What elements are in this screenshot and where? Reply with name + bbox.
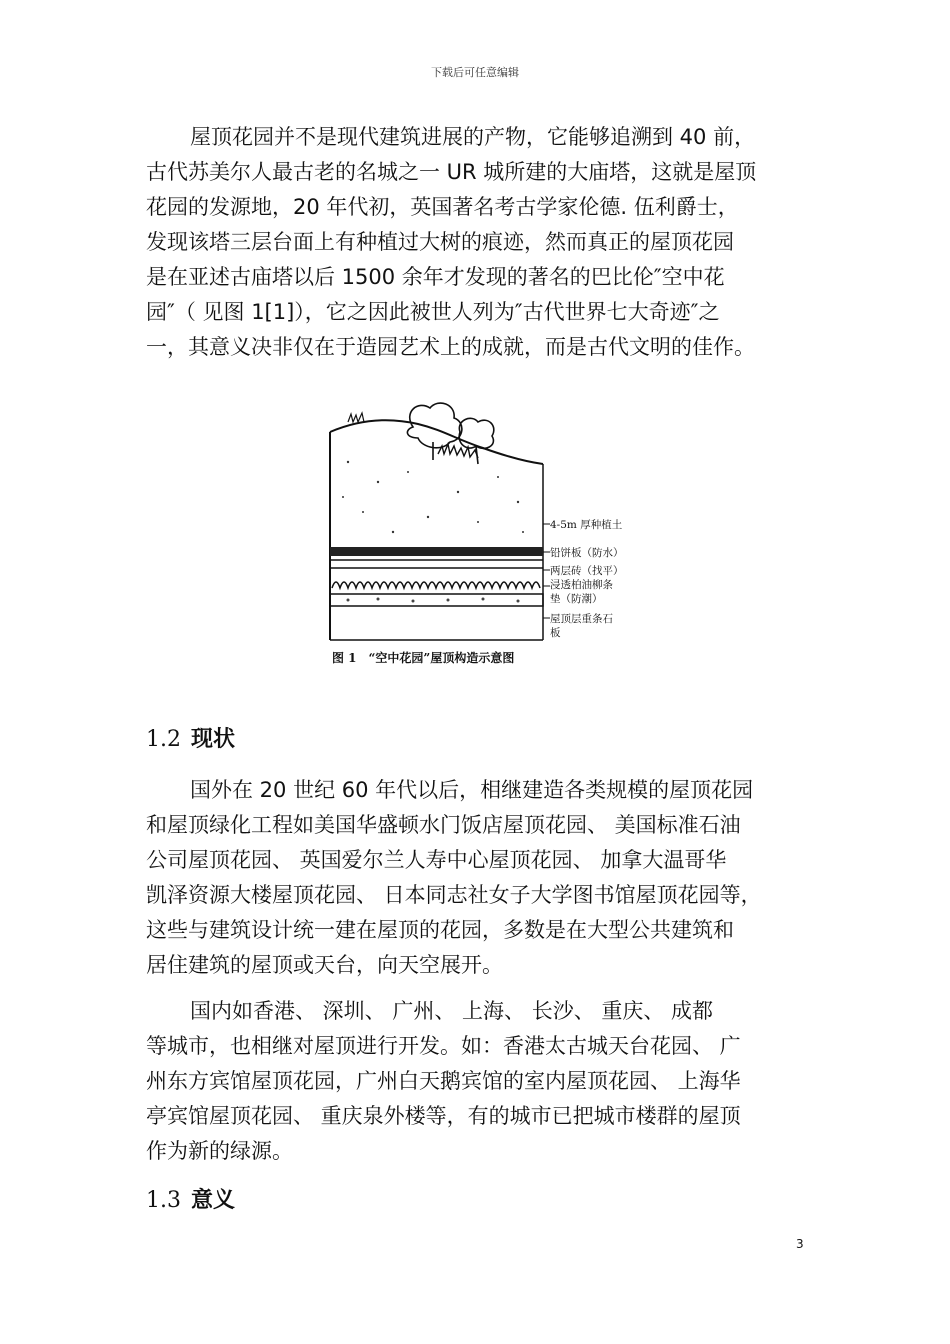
text-line: 是在亚述古庙塔以后 1500 余年才发现的著名的巴比伦″空中花 [146,265,725,289]
text-line: 花园的发源地，20 年代初，英国著名考古学家伦德. 伍利爵士， [146,195,739,219]
text-line: 古代苏美尔人最古老的名城之一 UR 城所建的大庙塔，这就是屋顶 [146,160,757,184]
text-line: 国内如香港、 深圳、 广州、 上海、 长沙、 重庆、 成都 [190,999,714,1023]
section-title: 意义 [191,1188,236,1213]
page-header: 下载后可任意编辑 [431,66,519,79]
label-leaders [543,524,550,618]
text-line: 公司屋顶花园、 英国爱尔兰人寿中心屋顶花园、 加拿大温哥华 [146,848,727,872]
text-line: 一，其意义决非仅在于造园艺术上的成就，而是古代文明的佳作。 [146,335,755,359]
grass [348,413,364,422]
text-line: 州东方宾馆屋顶花园，广州白天鹅宾馆的室内屋顶花园、 上海华 [146,1069,741,1093]
label-brick: 两层砖（找平） [550,565,624,577]
section-number: 1.3 [146,1188,181,1213]
text-line: 这些与建筑设计统一建在屋顶的花园，多数是在大型公共建筑和 [146,918,734,942]
soil-surface [330,420,543,464]
figure-caption: 图 1 “空中花园”屋顶构造示意图 [332,651,515,665]
text-line: 屋顶花园并不是现代建筑进展的产物，它能够追溯到 40 前， [190,125,756,149]
paragraph-history [146,120,818,365]
section-heading-status [146,722,235,753]
soil-texture [342,461,524,533]
paragraph-abroad [146,773,818,983]
label-stone: 屋顶层重条石 [550,613,613,625]
wicker-layer [332,582,540,588]
stone-texture [347,598,520,603]
text-line: 和屋顶绿化工程如美国华盛顿水门饭店屋顶花园、 美国标准石油 [146,813,741,837]
text-line: 亭宾馆屋顶花园、 重庆泉外楼等，有的城市已把城市楼群的屋顶 [146,1104,741,1128]
tree-icon [407,403,493,464]
section-number: 1.2 [146,727,181,752]
label-soil: 4-5m 厚种植土 [550,519,623,531]
text-line: 居住建筑的屋顶或天台，向天空展开。 [146,953,503,977]
text-line: 园″（ 见图 1[1]），它之因此被世人列为″古代世界七大奇迹″之 [146,300,720,324]
label-stone-2: 板 [550,627,561,639]
stone-slab-layer [330,594,543,606]
text-line: 凯泽资源大楼屋顶花园、 日本同志社女子大学图书馆屋顶花园等， [146,883,762,907]
paragraph-domestic [146,994,818,1169]
text-line: 发现该塔三层台面上有种植过大树的痕迹，然而真正的屋顶花园 [146,230,734,254]
label-wicker-2: 垫（防潮） [550,593,603,605]
label-wicker: 浸透柏油柳条 [550,579,613,591]
text-line: 国外在 20 世纪 60 年代以后，相继建造各类规模的屋顶花园 [190,778,754,802]
section-title: 现状 [191,727,236,752]
lead-plate-layer [330,547,543,556]
text-line: 作为新的绿源。 [146,1139,293,1163]
section-heading-significance [146,1183,235,1214]
label-lead-plate: 铅饼板（防水） [550,547,624,559]
page-number: 3 [796,1237,804,1251]
roof-garden-diagram [318,402,648,672]
text-line: 等城市，也相继对屋顶进行开发。如：香港太古城天台花园、 广 [146,1034,741,1058]
